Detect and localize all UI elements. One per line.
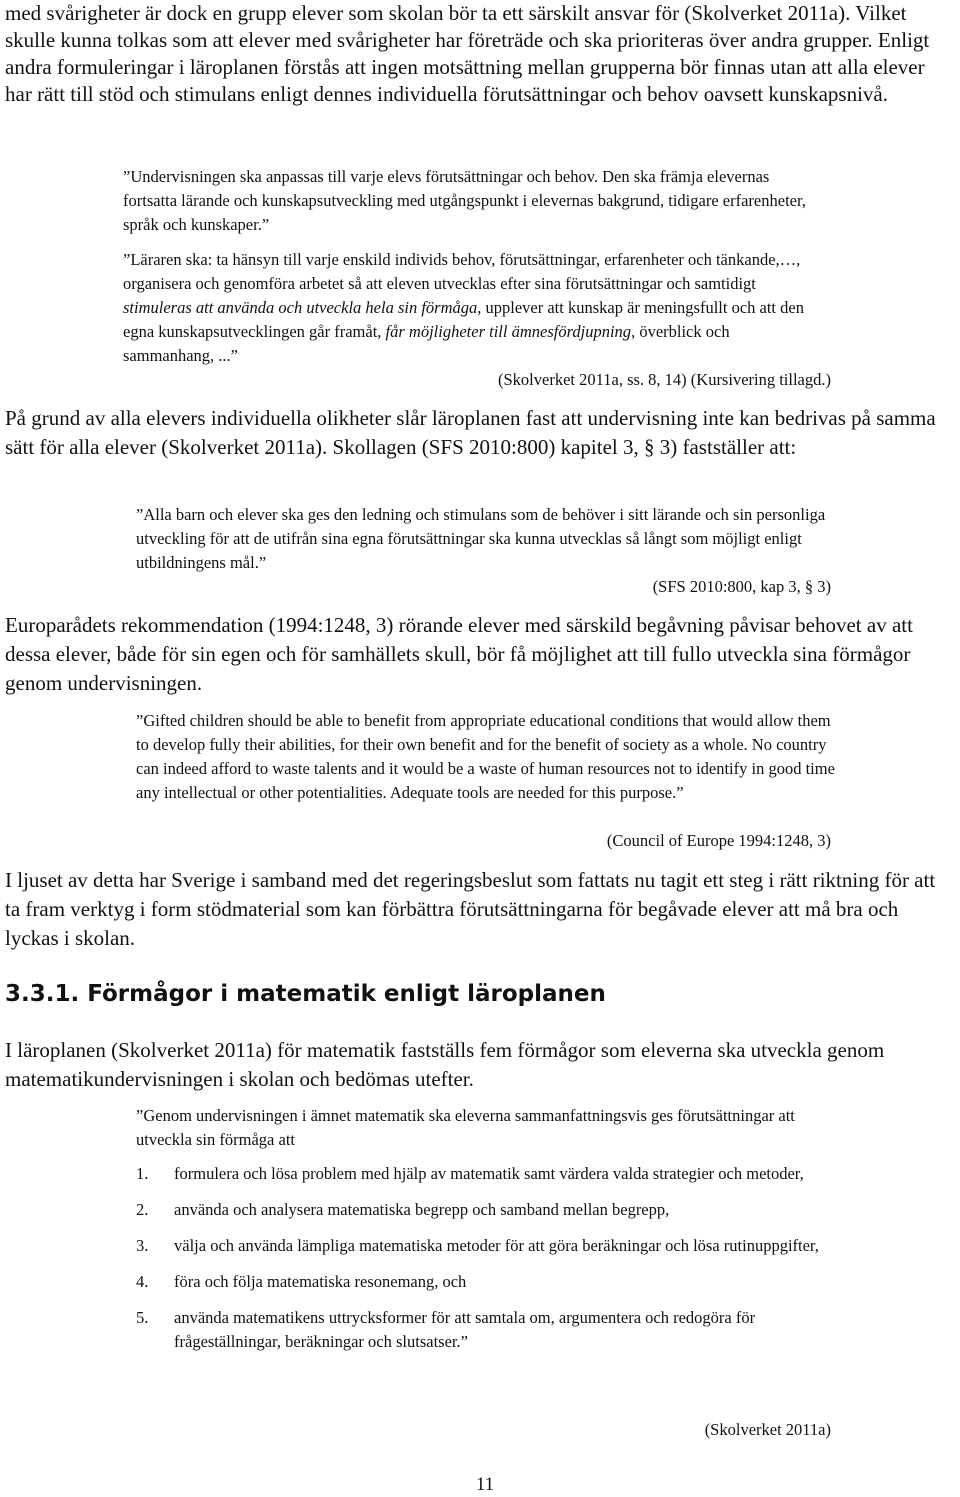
quote-math-intro: ”Genom undervisningen i ämnet matematik ska eleverna sammanfattningsvis ges förutsättningar att utveckla sin förmåga att xyxy=(136,1106,795,1149)
list-item-number: 1. xyxy=(136,1164,149,1183)
paragraph: I läroplanen (Skolverket 2011a) för matematik fastställs fem förmågor som eleverna ska utveckla genom matematikundervisningen i skolan och bedömas utefter. xyxy=(5,1038,885,1091)
quote-curriculum-1: ”Undervisningen ska anpassas till varje elevs förutsättningar och behov. Den ska främja elevernas fortsatta lärande och kunskapsutveckling med utgångspunkt i elevernas bakgrund, tidigare erfarenheter, språk och kunskaper.” xyxy=(123,167,806,234)
list-item-text: använda matematikens uttrycksformer för att samtala om, argumentera och redogöra för frågeställningar, beräkningar och slutsatser.” xyxy=(174,1308,756,1351)
section-heading: 3.3.1. Förmågor i matematik enligt läroplanen xyxy=(5,981,606,1007)
paragraph: Europarådets rekommendation (1994:1248, 3) rörande elever med särskild begåvning påvisar behovet av att dessa elever, både för sin egen och för samhällets skull, bör få möjlighet att till fullo utveckla sina förmågor genom undervisningen. xyxy=(5,613,913,695)
list-item-text: föra och följa matematiska resonemang, och xyxy=(174,1272,467,1291)
quote-citation: (SFS 2010:800, kap 3, § 3) xyxy=(652,577,831,596)
list-item xyxy=(136,1270,836,1294)
intro-paragraph: med svårigheter är dock en grupp elever som skolan bör ta ett särskilt ansvar för (Skolverket 2011a). Vilket skulle kunna tolkas som att elever med svårigheter har företräde och ska prioriteras över andra grupper. Enligt andra formuleringar i läroplanen förstås att ingen motsättning mellan grupperna bör finnas utan att alla elever har rätt till stöd och stimulans enligt dennes individuella förutsättningar och behov oavsett kunskapsnivå. xyxy=(5,1,930,106)
abilities-list xyxy=(136,1162,836,1366)
list-item-number: 3. xyxy=(136,1236,149,1255)
quote-council-of-europe: ”Gifted children should be able to benefit from appropriate educational conditions that would allow them to develop fully their abilities, for their own benefit and for the benefit of society as a whole. No country can indeed afford to waste talents and it would be a waste of human resources not to identify in good time any intellectual or other potentialities. Adequate tools are needed for this purpose.” xyxy=(136,711,835,802)
list-item xyxy=(136,1162,836,1186)
list-item xyxy=(136,1306,836,1354)
list-item-text: formulera och lösa problem med hjälp av matematik samt värdera valda strategier och metoder, xyxy=(174,1164,804,1183)
paragraph: På grund av alla elevers individuella olikheter slår läroplanen fast att undervisning inte kan bedrivas på samma sätt för alla elever (Skolverket 2011a). Skollagen (SFS 2010:800) kapitel 3, § 3) fastställer att: xyxy=(5,406,936,459)
list-item-text: välja och använda lämpliga matematiska metoder för att göra beräkningar och lösa rutinuppgifter, xyxy=(174,1236,819,1255)
list-item-text: använda och analysera matematiska begrepp och samband mellan begrepp, xyxy=(174,1200,670,1219)
page-number: 11 xyxy=(475,1474,495,1495)
quote-citation: (Skolverket 2011a) xyxy=(704,1420,831,1439)
list-item xyxy=(136,1198,836,1222)
quote-citation: (Council of Europe 1994:1248, 3) xyxy=(606,831,831,850)
list-item-number: 4. xyxy=(136,1272,149,1291)
quote-citation: (Skolverket 2011a, ss. 8, 14) (Kursivering tillagd.) xyxy=(498,370,831,389)
quote-curriculum-2: ”Läraren ska: ta hänsyn till varje enskild individs behov, förutsättningar, erfarenheter och tänkande,…, organisera och genomföra arbetet så att eleven utvecklas efter sina förutsättningar och samtidigt stimuleras att använda och utveckla hela sin förmåga, upplever att kunskap är meningsfullt och att den egna kunskapsutvecklingen går framåt, får möjligheter till ämnesfördjupning, överblick och sammanhang, ...” xyxy=(123,250,804,365)
list-item xyxy=(136,1234,836,1258)
paragraph: I ljuset av detta har Sverige i samband med det regeringsbeslut som fattats nu tagit ett steg i rätt riktning för att ta fram verktyg i form stödmaterial som kan förbättra förutsättningarna för begåvade elever att må bra och lyckas i skolan. xyxy=(5,868,936,950)
list-item-number: 2. xyxy=(136,1200,149,1219)
quote-school-law: ”Alla barn och elever ska ges den ledning och stimulans som de behöver i sitt lärande och sin personliga utveckling för att de utifrån sina egna förutsättningar ska kunna utvecklas så långt som möjligt enligt utbildningens mål.” xyxy=(136,505,826,572)
list-item-number: 5. xyxy=(136,1308,149,1327)
